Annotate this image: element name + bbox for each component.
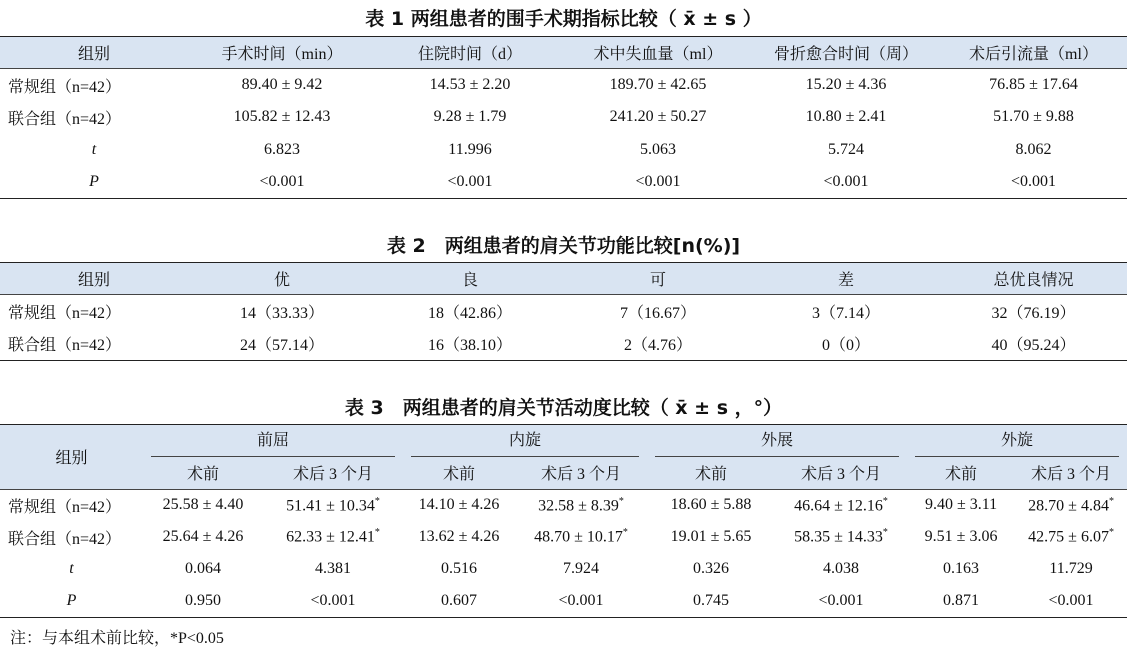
table-cell: 18.60 ± 5.88 — [670, 496, 752, 514]
table-cell: 7.924 — [563, 560, 600, 577]
table-cell: 189.70 ± 42.65 — [609, 76, 707, 93]
table-row — [0, 101, 1127, 134]
table-cell: 105.82 ± 12.43 — [233, 108, 331, 126]
table-cell: <0.001 — [310, 591, 356, 609]
table-cell: 58.35 ± 14.33* — [794, 527, 888, 546]
table3-group-label: 组别 — [0, 425, 143, 490]
table-cell: 25.58 ± 4.40 — [162, 496, 244, 514]
table-cell: 9.28 ± 1.79 — [433, 108, 507, 126]
row-label: 联合组（n=42） — [8, 337, 122, 355]
table-cell: 0.163 — [943, 560, 980, 577]
table-row — [0, 521, 1127, 553]
table3-subheader-cell: 术前 — [403, 457, 515, 489]
row-label: P — [89, 173, 99, 190]
table2-header-cell: 优 — [188, 263, 376, 295]
table1-title: 表 1 两组患者的围手术期指标比较（ x̄ ± s ） — [365, 8, 762, 30]
table-cell: 0.516 — [441, 560, 478, 577]
table3-group-cell: 前屈 — [143, 425, 403, 458]
table3-subheader-cell: 术前 — [647, 457, 775, 489]
table-cell: 18（42.86） — [427, 304, 512, 322]
table-row — [0, 328, 1127, 361]
row-label: P — [66, 591, 77, 609]
table3-subheader-row — [0, 457, 1127, 489]
table3-group-cell: 内旋 — [403, 425, 647, 458]
table-row — [0, 489, 1127, 521]
table-cell: 13.62 ± 4.26 — [418, 528, 500, 545]
table-cell: 0.607 — [441, 591, 478, 609]
table-cell: 8.062 — [1015, 140, 1052, 158]
table1-header-cell: 组别 — [0, 37, 188, 69]
row-label: 常规组（n=42） — [8, 498, 122, 516]
table2-header-cell: 可 — [564, 263, 752, 295]
table-cell: 10.80 ± 2.41 — [805, 108, 887, 126]
table-cell: 46.64 ± 12.16* — [794, 495, 888, 514]
table-cell: <0.001 — [447, 173, 493, 190]
table3-subheader-cell: 术后 3 个月 — [1015, 457, 1127, 489]
table-cell: 11.996 — [448, 140, 492, 158]
table2 — [0, 262, 1127, 361]
table-cell: 42.75 ± 6.07* — [1028, 527, 1114, 546]
table-cell: 76.85 ± 17.64 — [989, 76, 1078, 93]
table1-header-cell: 骨折愈合时间（周） — [752, 37, 940, 69]
table-cell: 14（33.33） — [239, 304, 324, 322]
table-cell: 5.724 — [828, 140, 864, 158]
table-cell: 2（4.76） — [623, 337, 692, 355]
table-cell: 16（38.10） — [427, 337, 512, 355]
table3-subheader-cell: 术后 3 个月 — [263, 457, 403, 489]
table2-header-cell: 差 — [752, 263, 940, 295]
table-row — [0, 69, 1127, 102]
table-cell: <0.001 — [558, 591, 604, 609]
table3-subheader-cell: 术前 — [143, 457, 263, 489]
table-row — [0, 585, 1127, 617]
table-cell: <0.001 — [259, 173, 305, 190]
table-cell: 6.823 — [264, 140, 300, 158]
table-cell: <0.001 — [818, 591, 864, 609]
table-cell: 0.326 — [693, 560, 730, 577]
table2-header-cell: 组别 — [0, 263, 188, 295]
table-cell: 0.871 — [943, 591, 980, 609]
table-cell: 62.33 ± 12.41* — [286, 527, 380, 546]
table3-group-cell: 外展 — [647, 425, 907, 458]
row-label: 联合组（n=42） — [8, 530, 122, 548]
table-cell: 32.58 ± 8.39* — [538, 495, 624, 514]
table-cell: 14.53 ± 2.20 — [429, 76, 511, 93]
table-cell: 40（95.24） — [991, 337, 1076, 355]
table-cell: 5.063 — [640, 140, 676, 158]
table-cell: 4.038 — [823, 560, 860, 577]
table-cell: 0（0） — [821, 337, 870, 355]
table-cell: 9.40 ± 3.11 — [924, 496, 998, 514]
table-cell: <0.001 — [1010, 173, 1057, 190]
table-cell: 11.729 — [1049, 560, 1093, 577]
table-cell: 0.064 — [185, 560, 221, 577]
table-cell: <0.001 — [823, 173, 869, 190]
table1 — [0, 36, 1127, 199]
table2-title: 表 2 两组患者的肩关节功能比较[n(%)] — [386, 235, 741, 257]
table-cell: 32（76.19） — [991, 304, 1076, 322]
table-cell: 25.64 ± 4.26 — [162, 528, 244, 545]
row-label: t — [69, 560, 74, 577]
table-row — [0, 134, 1127, 167]
table2-header-cell: 总优良情况 — [940, 263, 1127, 295]
table1-header-cell: 术中失血量（ml） — [564, 37, 752, 69]
table3-subheader-cell: 术后 3 个月 — [515, 457, 647, 489]
table-cell: 14.10 ± 4.26 — [418, 496, 500, 514]
table-cell: 51.70 ± 9.88 — [993, 108, 1074, 126]
table1-header-row — [0, 37, 1127, 69]
table3 — [0, 424, 1127, 618]
table-cell: 48.70 ± 10.17* — [534, 527, 628, 546]
table2-header-cell: 良 — [376, 263, 564, 295]
table-cell: 28.70 ± 4.84* — [1028, 495, 1114, 514]
row-label: 联合组（n=42） — [8, 110, 122, 128]
table2-header-row — [0, 263, 1127, 295]
table-cell: <0.001 — [1048, 591, 1094, 609]
table-cell: 9.51 ± 3.06 — [924, 528, 998, 545]
table-cell: 24（57.14） — [239, 337, 324, 355]
row-label: 常规组（n=42） — [8, 78, 122, 96]
table-cell: 19.01 ± 5.65 — [670, 528, 752, 545]
table-cell: 89.40 ± 9.42 — [241, 76, 323, 93]
table-cell: 3（7.14） — [811, 304, 880, 322]
table-row — [0, 295, 1127, 328]
table-cell: 0.745 — [693, 591, 730, 609]
table3-subheader-cell: 术后 3 个月 — [775, 457, 907, 489]
row-label: 常规组（n=42） — [8, 304, 122, 322]
table-cell: 241.20 ± 50.27 — [609, 108, 707, 126]
table-cell: 7（16.67） — [619, 304, 696, 322]
table-cell: 0.950 — [185, 591, 221, 609]
row-label: t — [91, 140, 97, 158]
table-cell: <0.001 — [635, 173, 681, 190]
table3-footnote: 注：与本组术前比较，*P<0.05 — [10, 630, 224, 647]
table1-header-cell: 住院时间（d） — [376, 37, 564, 69]
table-cell: 15.20 ± 4.36 — [805, 76, 887, 93]
table1-header-cell: 术后引流量（ml） — [940, 37, 1127, 69]
table3-subheader-cell: 术前 — [907, 457, 1015, 489]
table-cell: 51.41 ± 10.34* — [286, 495, 380, 514]
table-row — [0, 553, 1127, 585]
table1-header-cell: 手术时间（min） — [188, 37, 376, 69]
table3-title: 表 3 两组患者的肩关节活动度比较（ x̄ ± s ，°） — [344, 397, 783, 419]
table3-group-cell: 外旋 — [907, 425, 1127, 458]
table-row — [0, 166, 1127, 199]
table3-group-header-row — [0, 425, 1127, 458]
table-cell: 4.381 — [315, 560, 351, 577]
